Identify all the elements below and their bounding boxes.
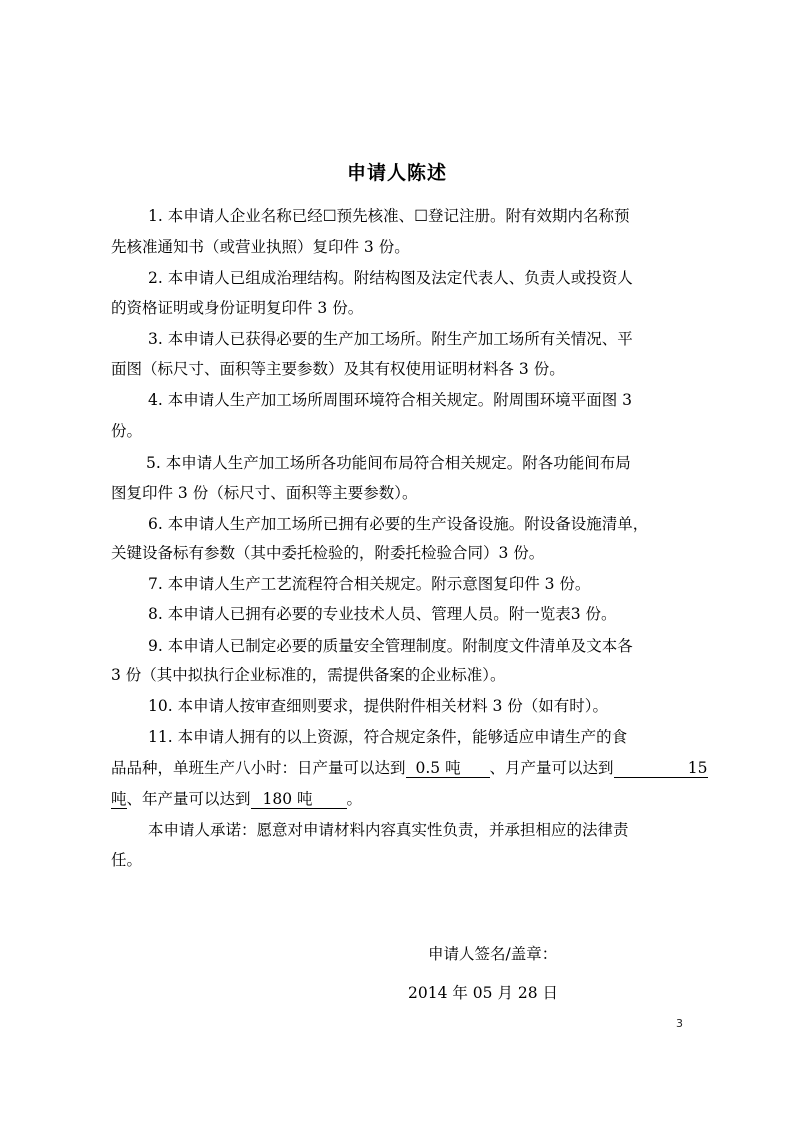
- item-4-line-1: 4. 本申请人生产加工场所周围环境符合相关规定。附周围环境平面图 3: [148, 391, 633, 409]
- page-number: 3: [676, 1017, 683, 1030]
- item-6-line-2: 关键设备标有参数（其中委托检验的，附委托检验合同）3 份。: [111, 544, 545, 562]
- item-7-line-1: 7. 本申请人生产工艺流程符合相关规定。附示意图复印件 3 份。: [148, 575, 591, 593]
- signature-label: 申请人签名/盖章：: [428, 945, 558, 963]
- item-8-line-1: 8. 本申请人已拥有必要的专业技术人员、管理人员。附一览表3 份。: [148, 605, 617, 623]
- item-2-line-2: 的资格证明或身份证明复印件 3 份。: [111, 299, 364, 317]
- pledge-line-1: 本申请人承诺：愿意对申请材料内容真实性负责，并承担相应的法律责: [148, 821, 629, 839]
- item-5-line-1: 5. 本申请人生产加工场所各功能间布局符合相关规定。附各功能间布局: [146, 454, 631, 472]
- item-5-line-2: 图复印件 3 份（标尺寸、面积等主要参数）。: [111, 484, 418, 502]
- item-1-line-1: 1. 本申请人企业名称已经☐预先核准、☐登记注册。附有效期内名称预: [148, 207, 630, 225]
- item-1-line-2: 先核准通知书（或营业执照）复印件 3 份。: [111, 238, 410, 256]
- item-11-line-3: [111, 789, 362, 809]
- item-6-line-1: 6. 本申请人生产加工场所已拥有必要的生产设备设施。附设备设施清单，: [148, 515, 649, 533]
- item-11-line-2-prefix: 品品种，单班生产八小时：日产量可以达到: [111, 759, 406, 777]
- item-9-line-1: 9. 本申请人已制定必要的质量安全管理制度。附制度文件清单及文本各: [148, 637, 633, 655]
- document-title: 申请人陈述: [346, 162, 447, 184]
- item-11-line-2-middle: 、月产量可以达到: [489, 759, 614, 777]
- daily-output-value: 0.5 吨: [406, 759, 490, 778]
- monthly-output-value: 15: [614, 759, 708, 778]
- item-10-line-1: 10. 本申请人按审查细则要求，提供附件相关材料 3 份（如有时）。: [148, 697, 609, 715]
- item-3-line-1: 3. 本申请人已获得必要的生产加工场所。附生产加工场所有关情况、平: [148, 330, 633, 348]
- item-11-line-2: [111, 758, 708, 778]
- monthly-output-unit: 吨: [111, 790, 127, 808]
- item-9-line-2: 3 份（其中拟执行企业标准的，需提供备案的企业标准）。: [111, 666, 506, 684]
- pledge-line-2: 任。: [111, 851, 143, 869]
- item-2-line-1: 2. 本申请人已组成治理结构。附结构图及法定代表人、负责人或投资人: [148, 269, 633, 287]
- item-3-line-2: 面图（标尺寸、面积等主要参数）及其有权使用证明材料各 3 份。: [111, 360, 565, 378]
- signature-date: 2014 年 05 月 28 日: [408, 984, 559, 1002]
- item-11-line-1: 11. 本申请人拥有的以上资源，符合规定条件，能够适应申请生产的食: [148, 728, 628, 746]
- item-11-line-3-end: 。: [346, 790, 363, 808]
- annual-output-value: 180 吨: [251, 790, 347, 809]
- item-4-line-2: 份。: [111, 422, 143, 440]
- item-11-line-3-middle: 、年产量可以达到: [126, 790, 251, 808]
